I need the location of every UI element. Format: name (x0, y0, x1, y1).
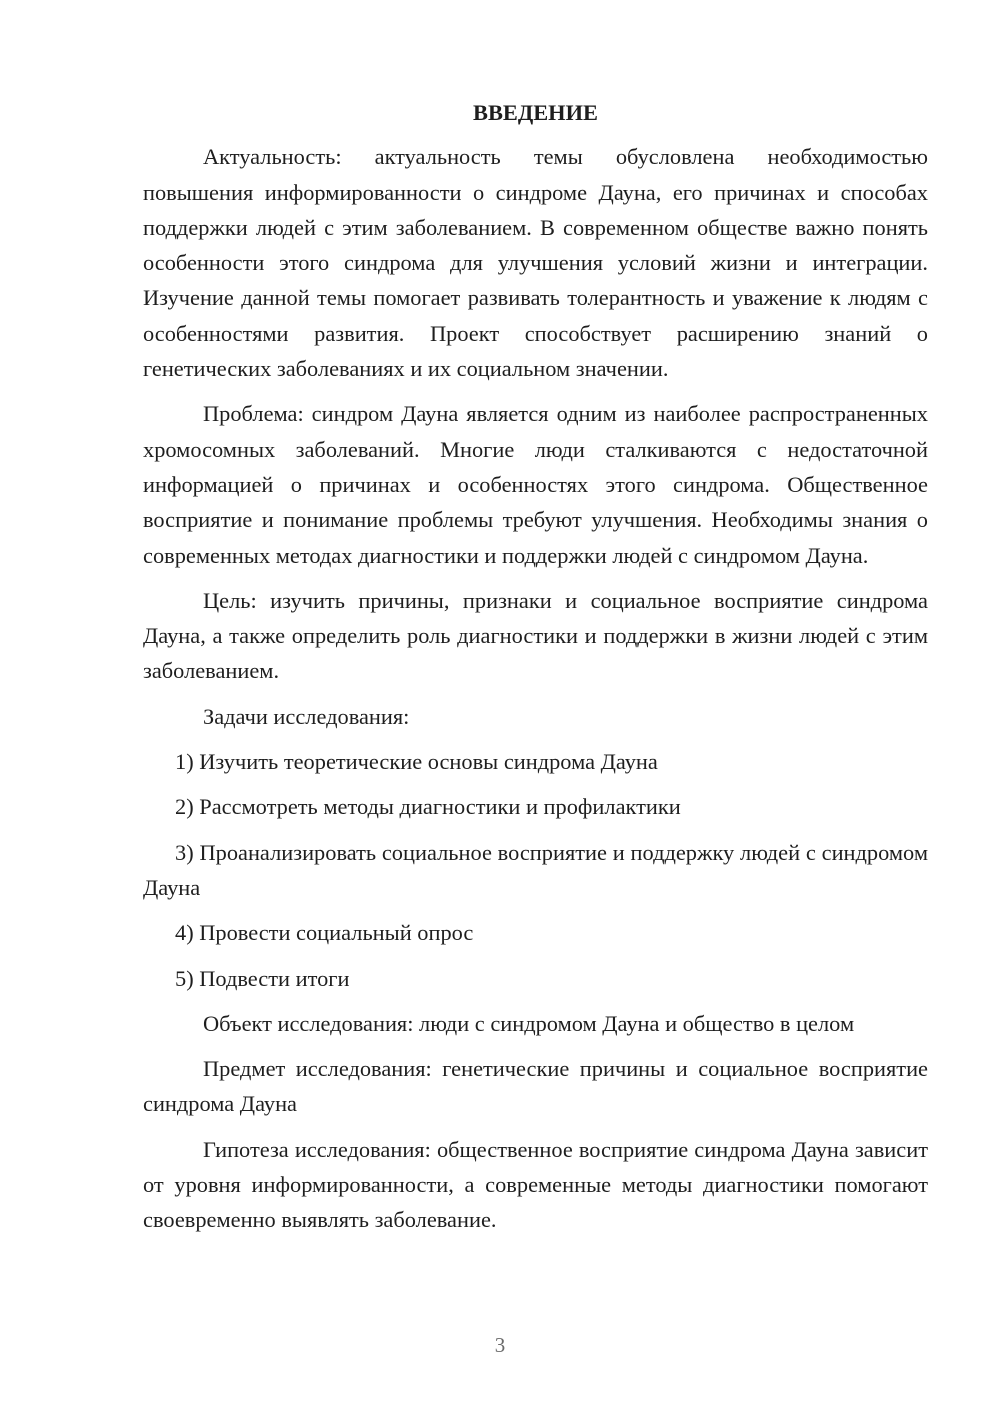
list-item: 1) Изучить теоретические основы синдрома Дауна (175, 749, 658, 775)
goal-paragraph: Цель: изучить причины, признаки и социальное восприятие синдрома Дауна, а также определить роль диагностики и поддержки в жизни людей с этим заболеванием. (143, 587, 928, 684)
list-item: 3) Проанализировать социальное восприятие и поддержку людей с синдромом Дауна (143, 839, 928, 900)
relevance-paragraph: Актуальность: актуальность темы обусловлена необходимостью повышения информированности о синдроме Дауна, его причинах и способах поддержки людей с этим заболеванием. В современном обществе важно понять особенности этого синдрома для улучшения условий жизни и интеграции. Изучение данной темы помогает развивать толерантность и уважение к людям с особенностями развития. Проект способствует расширению знаний о генетических заболеваниях и их социальном значении. (143, 144, 928, 382)
tasks-title: Задачи исследования: (203, 703, 410, 729)
problem-paragraph: Проблема: синдром Дауна является одним из наиболее распространенных хромосомных заболеваний. Многие люди сталкиваются с недостаточной информацией о причинах и особенностях этого синдрома. Общественное восприятие и понимание проблемы требуют улучшения. Необходимы знания о современных методах диагностики и поддержки людей с синдромом Дауна. (143, 401, 928, 568)
list-item: 5) Подвести итоги (175, 965, 350, 991)
tasks-list (143, 744, 928, 996)
page-content (143, 95, 928, 1238)
section-heading: ВВЕДЕНИЕ (473, 100, 598, 125)
hypothesis-paragraph: Гипотеза исследования: общественное восприятие синдрома Дауна зависит от уровня информированности, а современные методы диагностики помогают своевременно выявлять заболевание. (143, 1136, 928, 1233)
list-item: 2) Рассмотреть методы диагностики и профилактики (175, 794, 681, 820)
page-number: 3 (494, 1333, 506, 1357)
list-item: 4) Провести социальный опрос (175, 920, 474, 946)
object-paragraph: Объект исследования: люди с синдромом Дауна и общество в целом (203, 1010, 855, 1036)
subject-paragraph: Предмет исследования: генетические причины и социальное восприятие синдрома Дауна (143, 1056, 928, 1117)
